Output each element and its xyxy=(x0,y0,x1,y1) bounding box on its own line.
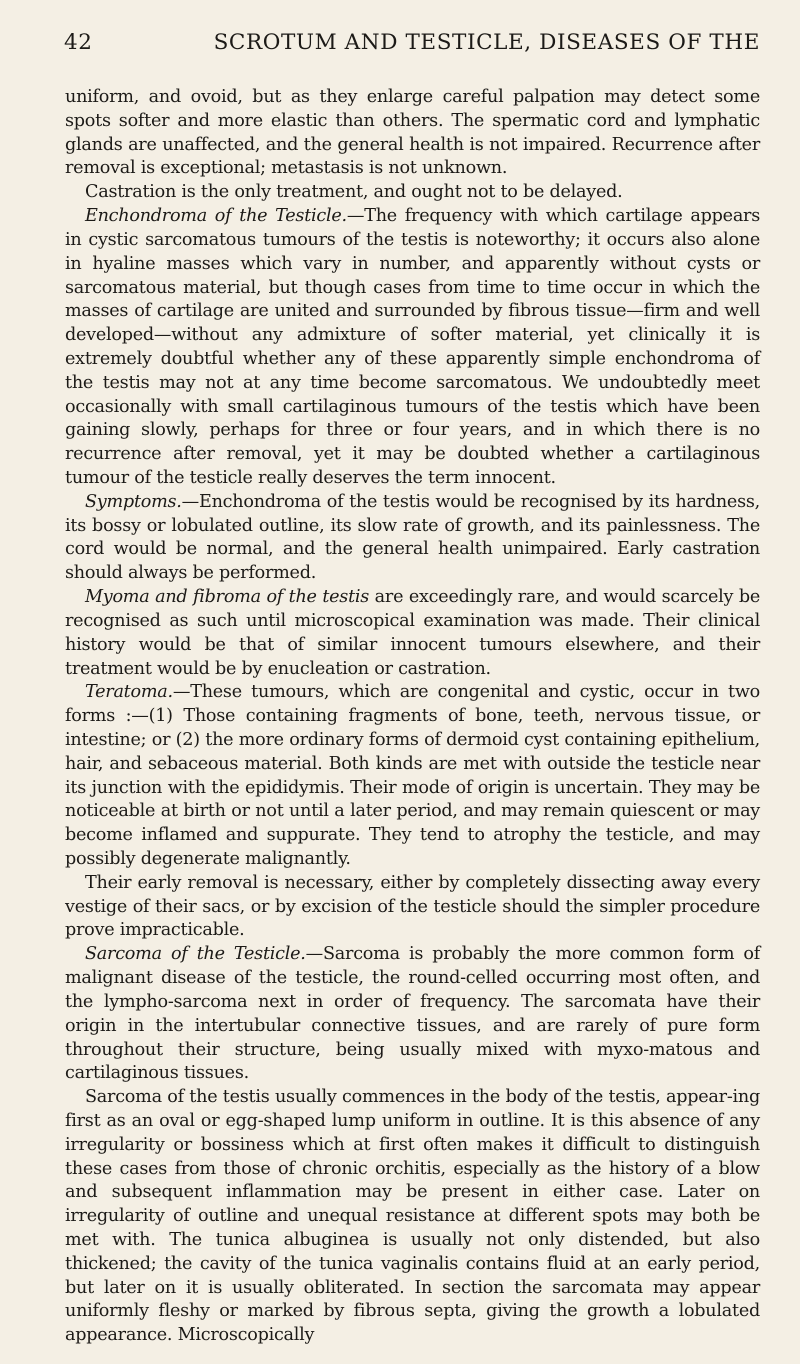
section-heading-myoma-fibroma: Myoma and fibroma of the testis xyxy=(85,587,370,608)
section-heading-symptoms: Symptoms. xyxy=(85,491,182,512)
paragraph-teratoma-treatment xyxy=(65,872,760,943)
page-number: 42 xyxy=(64,30,93,55)
paragraph-sarcoma-course xyxy=(65,1086,760,1348)
paragraph-sarcoma xyxy=(65,943,760,1086)
paragraph-text: Castration is the only treatment, and ought not to be delayed. xyxy=(85,182,623,203)
running-head xyxy=(64,30,760,60)
paragraph-text: —Enchondroma of the testis would be recognised by its hardness, its bossy or lobulated outline, its slow rate of growth, and its painlessness. The cord would be normal, and the general health unimpaired. Early castration should always be performed. xyxy=(65,491,760,584)
paragraph-2 xyxy=(65,181,760,205)
section-heading-enchondroma: Enchondroma of the Testicle. xyxy=(85,206,347,227)
paragraph-text: —Sarcoma is probably the more common form of malignant disease of the testicle, the round-celled occurring most often, and the lympho-sarcoma next in order of frequency. The sarcomata have their origin in the intertubular connective tissues, and are rarely of pure form throughout their structure, being usually mixed with myxo-matous and cartilaginous tissues. xyxy=(65,944,760,1084)
paragraph-enchondroma xyxy=(65,205,760,491)
paragraph-1 xyxy=(65,86,760,181)
paragraph-text: Sarcoma of the testis usually commences in the body of the testis, appear-ing first as an oval or egg-shaped lump uniform in outline. It is this absence of any irregularity or bossiness which at first often makes it difficult to distinguish these cases from those of chronic orchitis, especially as the history of a blow and subsequent inflammation may be present in either case. Later on irregularity of outline and unequal resistance at different spots may both be met with. The tunica albuginea is usually not only distended, but also thickened; the cavity of the tunica vaginalis contains fluid at an early period, but later on it is usually obliterated. In section the sarcomata may appear uniformly fleshy or marked by fibrous septa, giving the growth a lobulated appearance. Microscopically xyxy=(65,1087,760,1346)
paragraph-teratoma xyxy=(65,681,760,872)
running-title: SCROTUM AND TESTICLE, DISEASES OF THE xyxy=(213,30,760,55)
paragraph-text: uniform, and ovoid, but as they enlarge careful palpation may detect some spots softer and more elastic than others. The spermatic cord and lymphatic glands are unaffected, and the general health is not impaired. Recurrence after removal is exceptional; metastasis is not unknown. xyxy=(65,87,760,179)
paragraph-text: are exceedingly rare, and would scarcely be recognised as such until microscopical examination was made. Their clinical history would be that of similar innocent tumours elsewhere, and their treatment would be by enucleation or castration. xyxy=(65,587,761,679)
section-heading-sarcoma: Sarcoma of the Testicle. xyxy=(85,944,306,965)
paragraph-symptoms xyxy=(65,491,760,586)
paragraph-text: Their early removal is necessary, either by completely dissecting away every vestige of their sacs, or by excision of the testicle should the simpler procedure prove impracticable. xyxy=(65,872,760,941)
paragraph-myoma-fibroma xyxy=(65,586,760,681)
paragraph-text: —The frequency with which cartilage appears in cystic sarcomatous tumours of the testis is noteworthy; it occurs also alone in hyaline masses which vary in number, and apparently without cysts or sarcomatous material, but though cases from time to time occur in which the masses of cartilage are united and surrounded by fibrous tissue—firm and well developed—without any admixture of softer material, yet clinically it is extremely doubtful whether any of these apparently simple enchondroma of the testis may not at any time become sarcomatous. We undoubtedly meet occasionally with small cartilaginous tumours of the testis which have been gaining slowly, perhaps for three or four years, and in which there is no recurrence after removal, yet it may be doubted whether a cartilaginous tumour of the testicle really deserves the term innocent. xyxy=(65,206,760,488)
paragraph-text: —These tumours, which are congenital and cystic, occur in two forms :—(1) Those containing fragments of bone, teeth, nervous tissue, or intestine; or (2) the more ordinary forms of dermoid cyst containing epithelium, hair, and sebaceous material. Both kinds are met with outside the testicle near its junction with the epididymis. Their mode of origin is uncertain. They may be noticeable at birth or not until a later period, and may remain quiescent or may become inflamed and suppurate. They tend to atrophy the testicle, and may possibly degenerate malignantly. xyxy=(65,682,760,869)
section-heading-teratoma: Teratoma. xyxy=(85,682,173,703)
body-text xyxy=(65,86,760,1348)
